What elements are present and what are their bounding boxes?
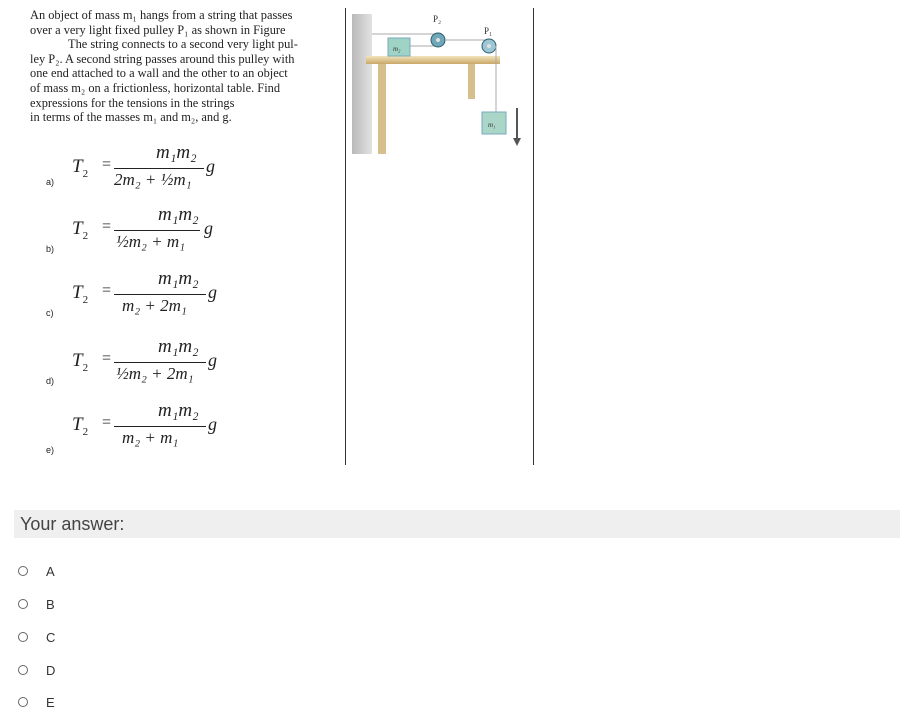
eq-lhs: $T_2$ xyxy=(72,282,89,306)
choice-b[interactable] xyxy=(18,594,55,614)
divider-left xyxy=(345,8,346,465)
question-line: one end attached to a wall and the other to an object xyxy=(30,66,288,81)
wall xyxy=(352,14,372,154)
eq-lhs: $T_2$ xyxy=(72,414,89,438)
eq-numerator: m₁m₂ xyxy=(158,400,199,421)
choice-label: C xyxy=(46,629,56,645)
option-b xyxy=(30,204,340,264)
eq-numerator: m₁m₂ xyxy=(158,204,199,225)
equation xyxy=(72,142,262,202)
label-m2: m₂ xyxy=(393,45,401,53)
question-line: The string connects to a second very light pul- xyxy=(68,37,298,52)
question-line: of mass m₂ on a frictionless, horizontal table. Find xyxy=(30,80,281,95)
divider-right xyxy=(533,8,534,465)
equation xyxy=(72,268,262,328)
eq-g: g xyxy=(208,282,217,302)
question-line: An object of mass m₁ hangs from a string that passes xyxy=(30,8,293,22)
radio-button[interactable] xyxy=(18,566,28,576)
label-m1: m₁ xyxy=(488,121,496,129)
radio-button[interactable] xyxy=(18,632,28,642)
option-d xyxy=(30,336,340,396)
eq-sign: = xyxy=(102,218,112,235)
eq-sign: = xyxy=(102,282,112,299)
option-c xyxy=(30,268,340,328)
label-p1: P₁ xyxy=(484,26,493,36)
answer-header xyxy=(14,510,900,538)
question-line: in terms of the masses m₁ and m₂, and g. xyxy=(30,110,232,125)
answer-label: Your answer: xyxy=(20,514,125,534)
table-leg xyxy=(468,64,475,99)
eq-denominator: m₂ + m₁ xyxy=(122,428,179,447)
radio-button[interactable] xyxy=(18,697,28,707)
eq-numerator: m₁m₂ xyxy=(158,268,199,289)
option-letter: e) xyxy=(46,445,55,455)
radio-button[interactable] xyxy=(18,599,28,609)
eq-denominator: 2m₂ + ½m₁ xyxy=(114,170,192,189)
option-letter: a) xyxy=(46,177,55,187)
eq-lhs: $T_2$ xyxy=(72,156,89,180)
choice-c[interactable] xyxy=(18,627,55,647)
eq-lhs: $T_2$ xyxy=(72,350,89,374)
choice-label: E xyxy=(46,694,55,710)
question-line: over a very light fixed pulley P₁ as shown in Figure xyxy=(30,22,286,37)
option-letter: d) xyxy=(46,376,55,386)
eq-sign: = xyxy=(102,156,112,173)
eq-sign: = xyxy=(102,414,112,431)
eq-denominator: ½m₂ + 2m₁ xyxy=(116,364,194,383)
question-line: ley P₂. A second string passes around this pulley with xyxy=(30,51,295,66)
eq-g: g xyxy=(206,156,215,176)
eq-g: g xyxy=(208,350,217,370)
equation xyxy=(72,204,262,264)
choice-label: D xyxy=(46,662,56,678)
question-text xyxy=(30,8,346,125)
pulley-figure xyxy=(350,8,530,158)
choice-a[interactable] xyxy=(18,561,55,581)
table-leg xyxy=(378,64,386,154)
eq-denominator: m₂ + 2m₁ xyxy=(122,296,187,315)
radio-button[interactable] xyxy=(18,665,28,675)
eq-denominator: ½m₂ + m₁ xyxy=(116,232,186,251)
choice-label: B xyxy=(46,596,55,612)
label-p2: P₂ xyxy=(433,14,442,24)
eq-lhs: $T_2$ xyxy=(72,218,89,242)
table-top xyxy=(366,56,500,64)
question-line: expressions for the tensions in the strings xyxy=(30,95,235,110)
option-letter: c) xyxy=(46,308,54,318)
choice-e[interactable] xyxy=(18,692,55,712)
eq-g: g xyxy=(204,218,213,238)
option-letter: b) xyxy=(46,244,55,254)
option-e xyxy=(30,400,340,460)
choice-label: A xyxy=(46,563,55,579)
equation xyxy=(72,336,262,396)
option-a xyxy=(30,142,340,202)
eq-numerator: m₁m₂ xyxy=(158,336,199,357)
equation xyxy=(72,400,262,460)
eq-numerator: m₁m₂ xyxy=(156,142,197,163)
eq-sign: = xyxy=(102,350,112,367)
choice-d[interactable] xyxy=(18,660,55,680)
eq-g: g xyxy=(208,414,217,434)
